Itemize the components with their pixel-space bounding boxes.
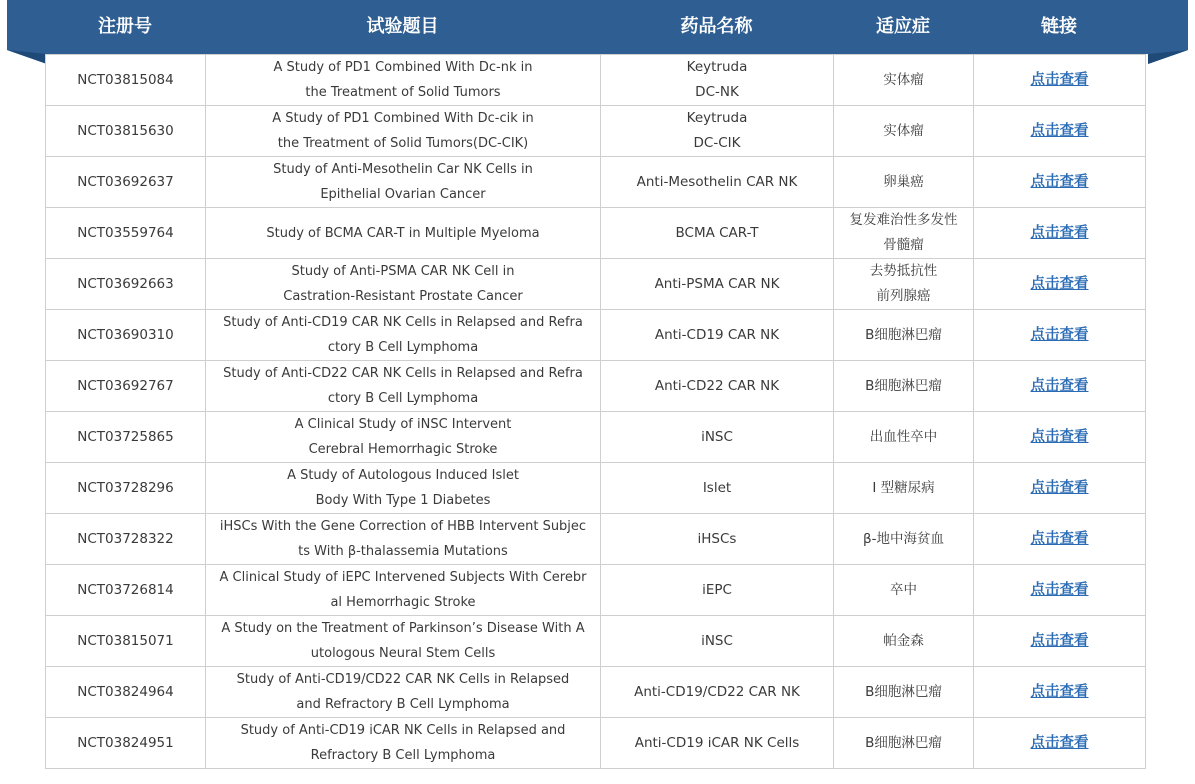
- trial-title-cell: [206, 259, 601, 310]
- indication-cell: [834, 565, 974, 616]
- link-cell: [974, 310, 1146, 361]
- indication-cell: [834, 412, 974, 463]
- drug-name-cell: [601, 514, 834, 565]
- table-row: [46, 463, 1146, 514]
- trial-title-cell: [206, 361, 601, 412]
- table-row: [46, 667, 1146, 718]
- trial-title-cell: [206, 55, 601, 106]
- indication-cell: [834, 616, 974, 667]
- link-cell: [974, 55, 1146, 106]
- registration-number-cell: NCT03824964: [46, 667, 206, 718]
- trial-title-line: ctory B Cell Lymphoma: [327, 340, 479, 355]
- trial-title-line: Epithelial Ovarian Cancer: [320, 187, 486, 202]
- indication-line: B细胞淋巴瘤: [865, 683, 942, 700]
- table-row: [46, 616, 1146, 667]
- drug-name-cell: [601, 208, 834, 259]
- drug-name-line: Anti-CD19 CAR NK: [654, 326, 780, 343]
- trial-title-line: Cerebral Hemorrhagic Stroke: [308, 442, 498, 457]
- drug-name-line: Keytruda: [686, 59, 748, 75]
- trial-title-line: A Study of PD1 Combined With Dc-cik in: [272, 111, 534, 126]
- link-cell: [974, 157, 1146, 208]
- indication-line: Ⅰ 型糖尿病: [872, 479, 935, 496]
- trial-title-cell: [206, 718, 601, 769]
- view-details-link[interactable]: 点击查看: [1030, 632, 1089, 649]
- drug-name-line: Anti-CD22 CAR NK: [654, 377, 780, 394]
- trial-title-line: ctory B Cell Lymphoma: [327, 391, 479, 406]
- link-cell: [974, 412, 1146, 463]
- trial-title-cell: [206, 463, 601, 514]
- trial-title-line: ts With β-thalassemia Mutations: [298, 544, 508, 559]
- link-cell: [974, 514, 1146, 565]
- registration-number-cell: NCT03815630: [46, 106, 206, 157]
- indication-cell: [834, 55, 974, 106]
- link-cell: [974, 259, 1146, 310]
- indication-cell: [834, 361, 974, 412]
- drug-name-line: DC-NK: [695, 84, 739, 100]
- view-details-link[interactable]: 点击查看: [1030, 71, 1089, 88]
- trial-title-line: Body With Type 1 Diabetes: [315, 493, 491, 508]
- drug-name-cell: [601, 157, 834, 208]
- trial-title-line: iHSCs With the Gene Correction of HBB Intervent Subjec: [219, 519, 587, 534]
- view-details-link[interactable]: 点击查看: [1030, 581, 1089, 598]
- indication-cell: [834, 514, 974, 565]
- indication-line: 帕金森: [883, 632, 924, 649]
- trial-title-line: Castration-Resistant Prostate Cancer: [283, 289, 523, 304]
- trial-title-line: Study of Anti-CD19/CD22 CAR NK Cells in Relapsed: [236, 672, 570, 687]
- link-cell: [974, 718, 1146, 769]
- header-link: 链接: [1041, 16, 1077, 37]
- drug-name-cell: [601, 463, 834, 514]
- indication-line: 卒中: [890, 581, 917, 598]
- link-cell: [974, 463, 1146, 514]
- indication-cell: [834, 667, 974, 718]
- view-details-link[interactable]: 点击查看: [1030, 326, 1089, 343]
- table-row: [46, 310, 1146, 361]
- indication-line: 实体瘤: [883, 122, 924, 139]
- drug-name-cell: [601, 259, 834, 310]
- registration-number-cell: NCT03559764: [46, 208, 206, 259]
- trial-title-line: A Clinical Study of iNSC Intervent: [294, 417, 512, 432]
- trial-title-cell: [206, 667, 601, 718]
- trial-title-line: al Hemorrhagic Stroke: [330, 595, 476, 610]
- indication-line: 骨髓瘤: [883, 237, 924, 253]
- registration-number-cell: NCT03728296: [46, 463, 206, 514]
- indication-line: 出血性卒中: [869, 428, 938, 445]
- link-cell: [974, 361, 1146, 412]
- trial-title-line: Study of Anti-PSMA CAR NK Cell in: [291, 264, 515, 279]
- header-drug-name: 药品名称: [680, 16, 753, 37]
- drug-name-line: DC-CIK: [693, 135, 741, 151]
- indication-cell: [834, 259, 974, 310]
- trial-title-line: Study of Anti-CD19 CAR NK Cells in Relapsed and Refra: [223, 315, 583, 330]
- trial-title-line: Study of BCMA CAR-T in Multiple Myeloma: [266, 225, 540, 241]
- view-details-link[interactable]: 点击查看: [1030, 428, 1089, 445]
- drug-name-line: BCMA CAR-T: [675, 224, 759, 241]
- view-details-link[interactable]: 点击查看: [1030, 683, 1089, 700]
- view-details-link[interactable]: 点击查看: [1030, 530, 1089, 547]
- trial-title-line: Study of Anti-CD19 iCAR NK Cells in Relapsed and: [240, 723, 566, 738]
- indication-line: 实体瘤: [883, 71, 924, 88]
- trial-title-line: A Study of Autologous Induced Islet: [287, 468, 519, 483]
- table-row: [46, 157, 1146, 208]
- indication-cell: [834, 718, 974, 769]
- trial-title-line: A Study on the Treatment of Parkinson’s Disease With A: [221, 621, 585, 636]
- registration-number-cell: NCT03815071: [46, 616, 206, 667]
- drug-name-line: Anti-CD19 iCAR NK Cells: [634, 734, 800, 751]
- trial-title-line: A Clinical Study of iEPC Intervened Subjects With Cerebr: [219, 570, 587, 585]
- trial-title-line: Study of Anti-Mesothelin Car NK Cells in: [273, 162, 533, 177]
- indication-line: 复发难治性多发性: [849, 212, 958, 228]
- drug-name-line: Keytruda: [686, 110, 748, 126]
- registration-number-cell: NCT03690310: [46, 310, 206, 361]
- header-indication: 适应症: [876, 16, 930, 37]
- link-cell: [974, 565, 1146, 616]
- registration-number-cell: NCT03692767: [46, 361, 206, 412]
- table-row: [46, 208, 1146, 259]
- table-row: [46, 412, 1146, 463]
- table-row: [46, 718, 1146, 769]
- indication-line: B细胞淋巴瘤: [865, 326, 942, 343]
- table-row: [46, 514, 1146, 565]
- trial-title-cell: [206, 208, 601, 259]
- indication-line: B细胞淋巴瘤: [865, 734, 942, 751]
- registration-number-cell: NCT03725865: [46, 412, 206, 463]
- drug-name-line: Anti-CD19/CD22 CAR NK: [634, 683, 800, 700]
- registration-number-cell: NCT03728322: [46, 514, 206, 565]
- drug-name-cell: [601, 361, 834, 412]
- trial-title-cell: [206, 616, 601, 667]
- table-row: [46, 259, 1146, 310]
- link-cell: [974, 667, 1146, 718]
- drug-name-line: Islet: [702, 479, 732, 496]
- trials-table: [45, 54, 1146, 769]
- indication-line: 去势抵抗性: [869, 263, 938, 279]
- view-details-link[interactable]: 点击查看: [1030, 224, 1089, 241]
- drug-name-line: Anti-PSMA CAR NK: [654, 275, 780, 292]
- trial-title-cell: [206, 565, 601, 616]
- trial-title-line: Refractory B Cell Lymphoma: [310, 748, 496, 763]
- drug-name-cell: [601, 667, 834, 718]
- registration-number-cell: NCT03692637: [46, 157, 206, 208]
- table-row: [46, 106, 1146, 157]
- drug-name-line: Anti-Mesothelin CAR NK: [636, 173, 798, 190]
- indication-cell: [834, 310, 974, 361]
- indication-cell: [834, 106, 974, 157]
- table-row: [46, 55, 1146, 106]
- trial-title-cell: [206, 310, 601, 361]
- drug-name-cell: [601, 616, 834, 667]
- trial-title-cell: [206, 514, 601, 565]
- trial-title-cell: [206, 157, 601, 208]
- link-cell: [974, 208, 1146, 259]
- trial-title-line: utologous Neural Stem Cells: [310, 646, 496, 661]
- drug-name-cell: [601, 565, 834, 616]
- indication-line: B细胞淋巴瘤: [865, 377, 942, 394]
- trial-title-cell: [206, 106, 601, 157]
- drug-name-cell: [601, 412, 834, 463]
- view-details-link[interactable]: 点击查看: [1030, 122, 1089, 139]
- view-details-link[interactable]: 点击查看: [1030, 479, 1089, 496]
- drug-name-line: iHSCs: [697, 530, 737, 547]
- registration-number-cell: NCT03692663: [46, 259, 206, 310]
- view-details-link[interactable]: 点击查看: [1030, 734, 1089, 751]
- indication-line: 前列腺癌: [876, 288, 931, 304]
- drug-name-line: iEPC: [702, 581, 732, 598]
- drug-name-line: iNSC: [701, 632, 733, 649]
- trial-title-cell: [206, 412, 601, 463]
- indication-cell: [834, 208, 974, 259]
- trial-title-line: A Study of PD1 Combined With Dc-nk in: [273, 60, 533, 75]
- header-trial-title: 试验题目: [366, 16, 439, 37]
- trial-title-line: and Refractory B Cell Lymphoma: [296, 697, 510, 712]
- table-row: [46, 361, 1146, 412]
- view-details-link[interactable]: 点击查看: [1030, 377, 1089, 394]
- drug-name-cell: [601, 106, 834, 157]
- header-registration-number: 注册号: [98, 16, 152, 37]
- drug-name-cell: [601, 310, 834, 361]
- drug-name-cell: [601, 55, 834, 106]
- table-header: [45, 0, 1145, 54]
- trial-title-line: the Treatment of Solid Tumors: [305, 85, 501, 100]
- view-details-link[interactable]: 点击查看: [1030, 275, 1089, 292]
- drug-name-cell: [601, 718, 834, 769]
- registration-number-cell: NCT03815084: [46, 55, 206, 106]
- trial-title-line: the Treatment of Solid Tumors(DC-CIK): [277, 136, 529, 151]
- registration-number-cell: NCT03824951: [46, 718, 206, 769]
- indication-cell: [834, 463, 974, 514]
- drug-name-line: iNSC: [701, 428, 733, 445]
- indication-cell: [834, 157, 974, 208]
- link-cell: [974, 616, 1146, 667]
- indication-line: 卵巢癌: [883, 173, 924, 190]
- registration-number-cell: NCT03726814: [46, 565, 206, 616]
- link-cell: [974, 106, 1146, 157]
- trial-title-line: Study of Anti-CD22 CAR NK Cells in Relapsed and Refra: [223, 366, 583, 381]
- table-row: [46, 565, 1146, 616]
- trials-table-body: [46, 55, 1146, 769]
- view-details-link[interactable]: 点击查看: [1030, 173, 1089, 190]
- indication-line: β-地中海贫血: [863, 530, 944, 547]
